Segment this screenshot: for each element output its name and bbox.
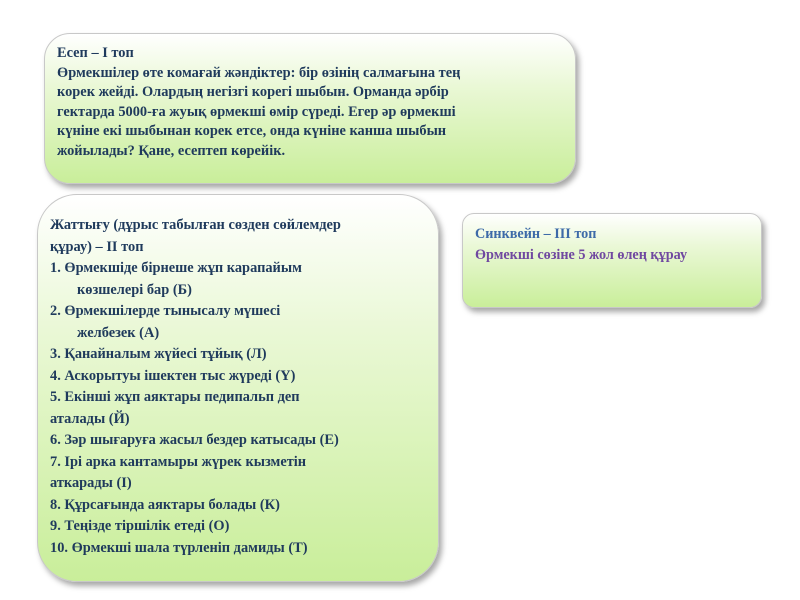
exercise-list-item-line: 7. Ірі арка кантамыры жүрек кызметін [50, 453, 307, 470]
exercise-list-item [50, 344, 428, 366]
exercise-card-group-2 [37, 194, 439, 582]
exercise-list-item-line: 2. Өрмекшілерде тынысалу мүшесі [50, 303, 281, 319]
exercise-list-item [50, 301, 428, 344]
exercise-list-item-line: 1. Өрмекшіде бірнеше жұп карапайым [50, 260, 302, 276]
exercise-list-item [50, 387, 428, 430]
exercise-list-item-line: 5. Екінші жұп аяктары педипальп деп [50, 389, 300, 405]
cinquain-card-group-3 [462, 213, 762, 308]
exercise-list-item-line: аткарады (І) [50, 475, 132, 491]
exercise-list-item [50, 452, 428, 495]
exercise-list-item-line: 6. Зәр шығаруға жасыл бездер катысады (Е) [50, 432, 339, 448]
exercise-list-item-line: желбезек (А) [77, 324, 160, 341]
exercise-list-item-line: 8. Құрсағында аяктары болады (К) [50, 496, 280, 513]
exercise-list-item-line: аталады (Й) [50, 410, 130, 427]
task-line: жойылады? Қане, есептеп көрейік. [57, 142, 286, 159]
exercise-heading-line: Жаттығу (дұрыс табылған сөзден сөйлемдер [50, 217, 341, 233]
task-line: күніне екі шыбынан корек етсе, онда күніне канша шыбын [57, 123, 447, 139]
task-card-group-1-heading: Есеп – І топ [57, 45, 134, 61]
exercise-heading [50, 215, 428, 258]
task-line: гектарда 5000-ға жуық өрмекші өмір сүреді. Егер әр өрмекші [57, 103, 456, 120]
exercise-list-item [50, 495, 428, 517]
exercise-list-item [50, 366, 428, 388]
cinquain-heading: Синквейн – ІІІ топ [475, 226, 597, 242]
exercise-list-item-line: 10. Өрмекші шала түрленіп дамиды (Т) [50, 539, 308, 556]
exercise-list [50, 258, 428, 559]
exercise-list-item-line: 4. Аскорытуы ішектен тыс жүреді (Ү) [50, 367, 296, 384]
exercise-list-item-line: көзшелері бар (Б) [77, 281, 192, 298]
cinquain-text: Өрмекші сөзіне 5 жол өлең құрау [475, 247, 688, 263]
exercise-list-item [50, 430, 428, 452]
exercise-list-item-line: 9. Теңізде тіршілік етеді (О) [50, 518, 230, 534]
task-line: корек жейді. Олардың негізгі корегі шыбын. Орманда әрбір [57, 84, 449, 100]
exercise-list-item-line: 3. Қанайналым жүйесі тұйық (Л) [50, 346, 267, 362]
exercise-list-item [50, 258, 428, 301]
task-card-group-1 [44, 33, 576, 184]
exercise-list-item [50, 538, 428, 560]
task-line: Өрмекшілер өте комағай жәндіктер: бір өзінің салмағына тең [57, 64, 461, 81]
exercise-list-item [50, 516, 428, 538]
exercise-heading-line: құрау) – ІІ топ [50, 238, 144, 255]
